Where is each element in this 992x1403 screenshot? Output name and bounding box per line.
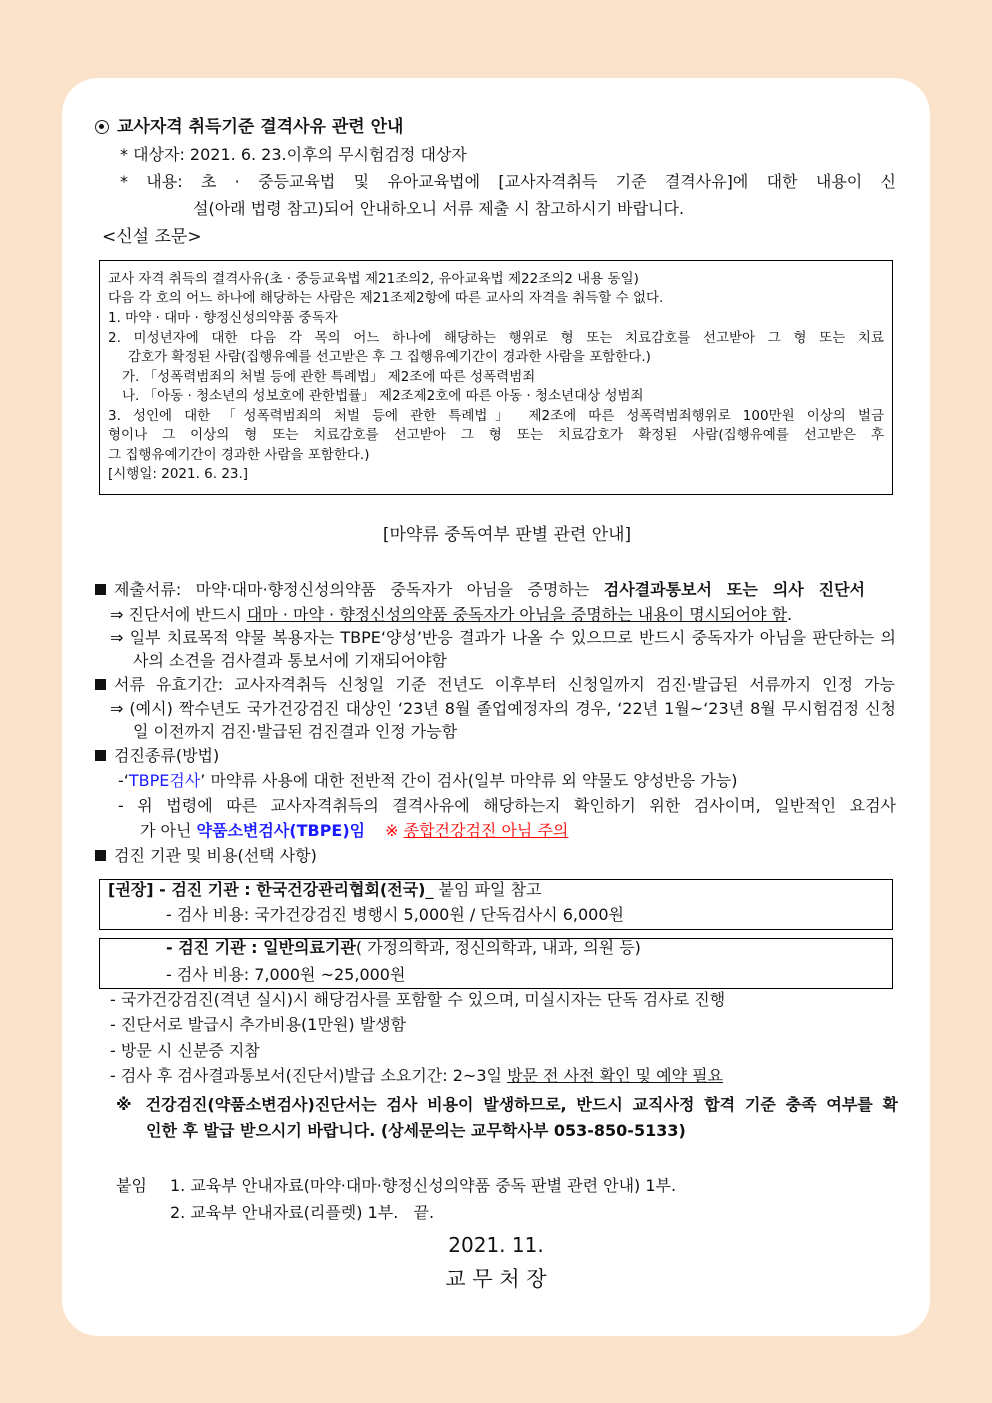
box2-org-line bbox=[166, 938, 641, 958]
tbpe-highlight: TBPE검사 bbox=[128, 771, 201, 790]
content-line-2: 설(아래 법령 참고)되어 안내하오니 서류 제출 시 참고하시기 바랍니다. bbox=[193, 199, 685, 218]
square-bullet-icon bbox=[95, 584, 106, 595]
square-bullet-icon bbox=[95, 679, 106, 690]
box1-org-line bbox=[108, 880, 541, 900]
law-line: 나. 「아동 · 청소년의 성보호에 관한법률」 제2조제2호에 따른 아동 · 청소년대상 성범죄 bbox=[122, 388, 644, 404]
method2-prefix: 가 아닌 bbox=[140, 821, 197, 840]
box2-org: - 검진 기관 : 일반의료기관 bbox=[166, 938, 356, 957]
note-item: - 방문 시 신분증 지참 bbox=[110, 1041, 260, 1060]
box1-org: - 검진 기관 : 한국건강관리협회(전국) bbox=[153, 880, 426, 899]
method1-suffix: ’ 마약류 사용에 대한 전반적 간이 검사(일부 마약류 외 약물도 양성반응 가능) bbox=[200, 771, 738, 790]
square-bullet-icon bbox=[95, 750, 106, 761]
attachments-label: 붙임 bbox=[116, 1176, 147, 1195]
validity-text: 서류 유효기간: 교사자격취득 신청일 기준 전년도 이후부터 신청일까지 검진·발급된 서류까지 인정 가능 bbox=[114, 675, 895, 694]
docs-prefix: 제출서류: 마약·대마·향정신성의약품 중독자가 아님을 증명하는 bbox=[114, 580, 604, 599]
note4-underlined: 방문 전 사전 확인 및 예약 필요 bbox=[507, 1066, 724, 1085]
method-line-1 bbox=[118, 771, 737, 791]
arrow-line-1 bbox=[110, 605, 792, 625]
docs-bold: 검사결과통보서 또는 의사 진단서 bbox=[603, 580, 865, 599]
law-line: 2. 미성년자에 대한 다음 각 목의 어느 하나에 해당하는 행위로 형 또는 치료감호를 선고받아 그 형 또는 치료 bbox=[108, 330, 884, 346]
law-line: 교사 자격 취득의 결격사유(초 · 중등교육법 제21조의2, 유아교육법 제22조의2 내용 동일) bbox=[108, 271, 639, 287]
drug-section-title: [마약류 중독여부 판별 관련 안내] bbox=[382, 525, 632, 545]
new-clause-label: <신설 조문> bbox=[102, 227, 202, 247]
attachment-item-2: 2. 교육부 안내자료(리플렛) 1부. 끝. bbox=[170, 1203, 435, 1222]
example-line-2: 일 이전까지 검진·발급된 검진결과 인정 가능함 bbox=[133, 722, 458, 741]
square-bullet-icon bbox=[95, 850, 106, 861]
arrow-line-2: ⇒ 일부 치료목적 약물 복용자는 TBPE‘양성’반응 결과가 나올 수 있으므로 반드시 중독자가 아님을 판단하는 의 bbox=[110, 628, 896, 647]
content-line-1: * 내용: 초 · 중등교육법 및 유아교육법에 [교사자격취득 기준 결격사유]에 대한 내용이 신 bbox=[120, 172, 896, 191]
law-line: 형이나 그 이상의 형 또는 치료감호를 선고받아 그 형 또는 치료감호가 확정된 사람(집행유예를 선고받은 후 bbox=[108, 427, 884, 443]
law-line: 가. 「성폭력범죄의 처벌 등에 관한 특례법」 제2조에 따른 성폭력범죄 bbox=[122, 369, 536, 385]
arrow-line-2-cont: 사의 소견을 검사결과 통보서에 기재되어야함 bbox=[133, 651, 448, 670]
note-item bbox=[110, 1066, 723, 1086]
box1-org-suffix: _ 붙임 파일 참고 bbox=[425, 880, 542, 899]
method-line-2-cont bbox=[140, 821, 568, 841]
urine-test-highlight: 약품소변검사(TBPE)임 bbox=[196, 821, 366, 840]
target-line: * 대상자: 2021. 6. 23.이후의 무시험검정 대상자 bbox=[120, 145, 467, 164]
org-title bbox=[95, 846, 317, 866]
reference-mark: ※ bbox=[385, 821, 404, 840]
note-item: - 국가건강검진(격년 실시)시 해당검사를 포함할 수 있으며, 미실시자는 단독 검사로 진행 bbox=[110, 990, 726, 1009]
method-title-text: 검진종류(방법) bbox=[114, 746, 220, 765]
arrow1-prefix: ⇒ 진단서에 반드시 bbox=[110, 605, 247, 624]
org-title-text: 검진 기관 및 비용(선택 사항) bbox=[114, 846, 317, 865]
law-line: 1. 마약 · 대마 · 향정신성의약품 중독자 bbox=[108, 310, 338, 326]
warning-red-text: 종합건강검진 아님 주의 bbox=[403, 821, 569, 840]
validity-line bbox=[95, 675, 895, 695]
box2-cost: - 검사 비용: 7,000원 ~25,000원 bbox=[166, 965, 406, 984]
recommended-tag: [권장] bbox=[108, 880, 154, 899]
submit-docs-line bbox=[95, 580, 865, 600]
box1-cost: - 검사 비용: 국가건강검진 병행시 5,000원 / 단독검사시 6,000원 bbox=[166, 905, 624, 924]
law-line: 다음 각 호의 어느 하나에 해당하는 사람은 제21조제2항에 따른 교사의 자격을 취득할 수 없다. bbox=[108, 290, 664, 306]
method1-prefix: -‘ bbox=[118, 771, 129, 790]
box2-org-suffix: ( 가정의학과, 정신의학과, 내과, 의원 등) bbox=[355, 938, 641, 957]
section-title-text: 교사자격 취득기준 결격사유 관련 안내 bbox=[117, 117, 404, 137]
attachment-item-1: 1. 교육부 안내자료(마약·대마·향정신성의약품 중독 판별 관련 안내) 1부. bbox=[170, 1176, 677, 1195]
document-date: 2021. 11. bbox=[448, 1233, 544, 1257]
example-line-1: ⇒ (예시) 짝수년도 국가건강검진 대상인 ‘23년 8월 졸업예정자의 경우, ‘22년 1월~‘23년 8월 무시험검정 신청 bbox=[110, 699, 896, 718]
note-item: - 진단서로 발급시 추가비용(1만원) 발생함 bbox=[110, 1015, 407, 1034]
note4-prefix: - 검사 후 검사결과통보서(진단서)발급 소요기간: 2~3일 bbox=[110, 1066, 508, 1085]
radio-bullet-icon bbox=[95, 120, 109, 134]
warning-line-2: 인한 후 발급 받으시기 바랍니다. (상세문의는 교무학사부 053-850-5133) bbox=[146, 1121, 686, 1140]
arrow1-underlined: 대마 · 마약 · 향정신성의약품 중독자가 아님을 증명하는 내용이 명시되어야 함 bbox=[246, 605, 788, 624]
warning-line-1: ※ 건강검진(약품소변검사)진단서는 검사 비용이 발생하므로, 반드시 교직사정 합격 기준 충족 여부를 확 bbox=[116, 1095, 898, 1114]
method-line-2: - 위 법령에 따른 교사자격취득의 결격사유에 해당하는지 확인하기 위한 검사이며, 일반적인 요검사 bbox=[118, 796, 896, 815]
method-title bbox=[95, 746, 219, 766]
law-line: 그 집행유예기간이 경과한 사람을 포함한다.) bbox=[108, 447, 370, 463]
law-line: 3. 성인에 대한 「성폭력범죄의 처벌 등에 관한 특례법」 제2조에 따른 성폭력범죄행위로 100만원 이상의 벌금 bbox=[108, 408, 884, 424]
signature: 교 무 처 장 bbox=[445, 1267, 547, 1291]
law-line: [시행일: 2021. 6. 23.] bbox=[108, 466, 249, 482]
law-line: 감호가 확정된 사람(집행유예를 선고받은 후 그 집행유예기간이 경과한 사람을 포함한다.) bbox=[128, 349, 651, 365]
section-title bbox=[95, 117, 403, 137]
arrow1-suffix: . bbox=[787, 605, 793, 624]
